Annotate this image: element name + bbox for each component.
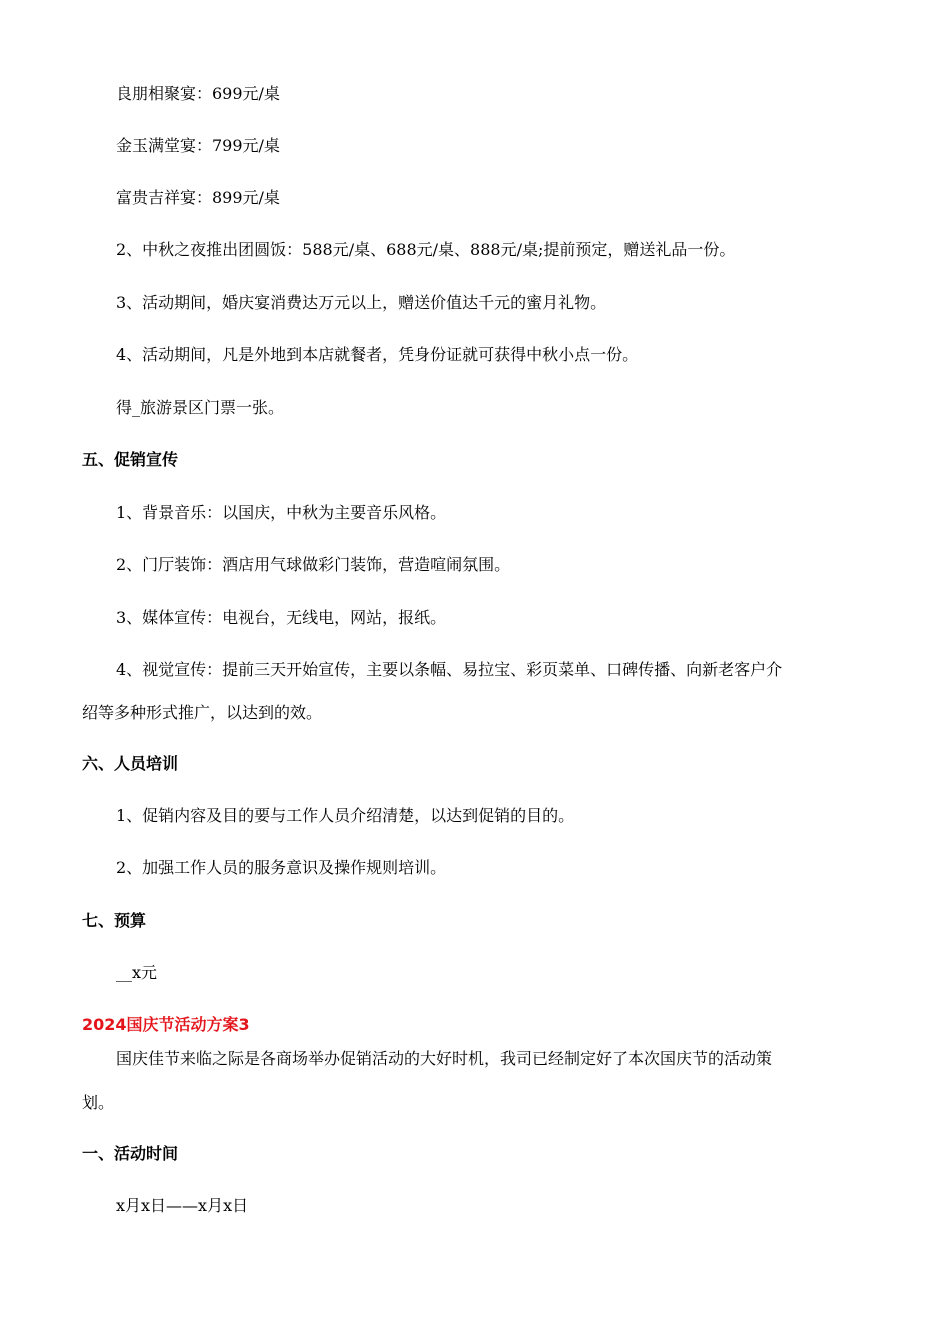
- training-item-1: 1、促销内容及目的要与工作人员介绍清楚，以达到促销的目的。: [116, 806, 575, 825]
- menu-item-jinyu: 金玉满堂宴：799元/桌: [116, 136, 280, 155]
- intro-paragraph-line1: 国庆佳节来临之际是各商场举办促销活动的大好时机，我司已经制定好了本次国庆节的活动策: [116, 1049, 773, 1068]
- promotion-item-4-line2: 绍等多种形式推广，以达到的效。: [82, 703, 323, 722]
- promotion-item-3: 3、媒体宣传：电视台，无线电，网站，报纸。: [116, 608, 447, 627]
- promotion-item-1: 1、背景音乐：以国庆，中秋为主要音乐风格。: [116, 503, 447, 522]
- menu-item-liangpeng: 良朋相聚宴：699元/桌: [116, 84, 280, 103]
- section-heading-promotion: 五、促销宣传: [82, 450, 179, 469]
- intro-paragraph-line2: 划。: [82, 1093, 115, 1112]
- document-title: 2024国庆节活动方案3: [82, 1015, 250, 1034]
- paragraph-item-3: 3、活动期间，婚庆宴消费达万元以上，赠送价值达千元的蜜月礼物。: [116, 293, 607, 312]
- promotion-item-4-line1: 4、视觉宣传：提前三天开始宣传，主要以条幅、易拉宝、彩页菜单、口碑传播、向新老客户介: [116, 660, 783, 679]
- paragraph-item-4: 4、活动期间，凡是外地到本店就餐者，凭身份证就可获得中秋小点一份。: [116, 345, 639, 364]
- section-heading-training: 六、人员培训: [82, 754, 179, 773]
- paragraph-item-2: 2、中秋之夜推出团圆饭：588元/桌、688元/桌、888元/桌;提前预定，赠送礼品一份。: [116, 240, 736, 259]
- paragraph-ticket: 得_旅游景区门票一张。: [116, 398, 285, 417]
- promotion-item-2: 2、门厅装饰：酒店用气球做彩门装饰，营造喧闹氛围。: [116, 555, 511, 574]
- section-heading-budget: 七、预算: [82, 911, 147, 930]
- activity-time-range: x月x日——x月x日: [116, 1196, 249, 1215]
- menu-item-fugui: 富贵吉祥宴：899元/桌: [116, 188, 280, 207]
- budget-amount: __x元: [116, 963, 158, 982]
- section-heading-time: 一、活动时间: [82, 1144, 179, 1163]
- training-item-2: 2、加强工作人员的服务意识及操作规则培训。: [116, 858, 447, 877]
